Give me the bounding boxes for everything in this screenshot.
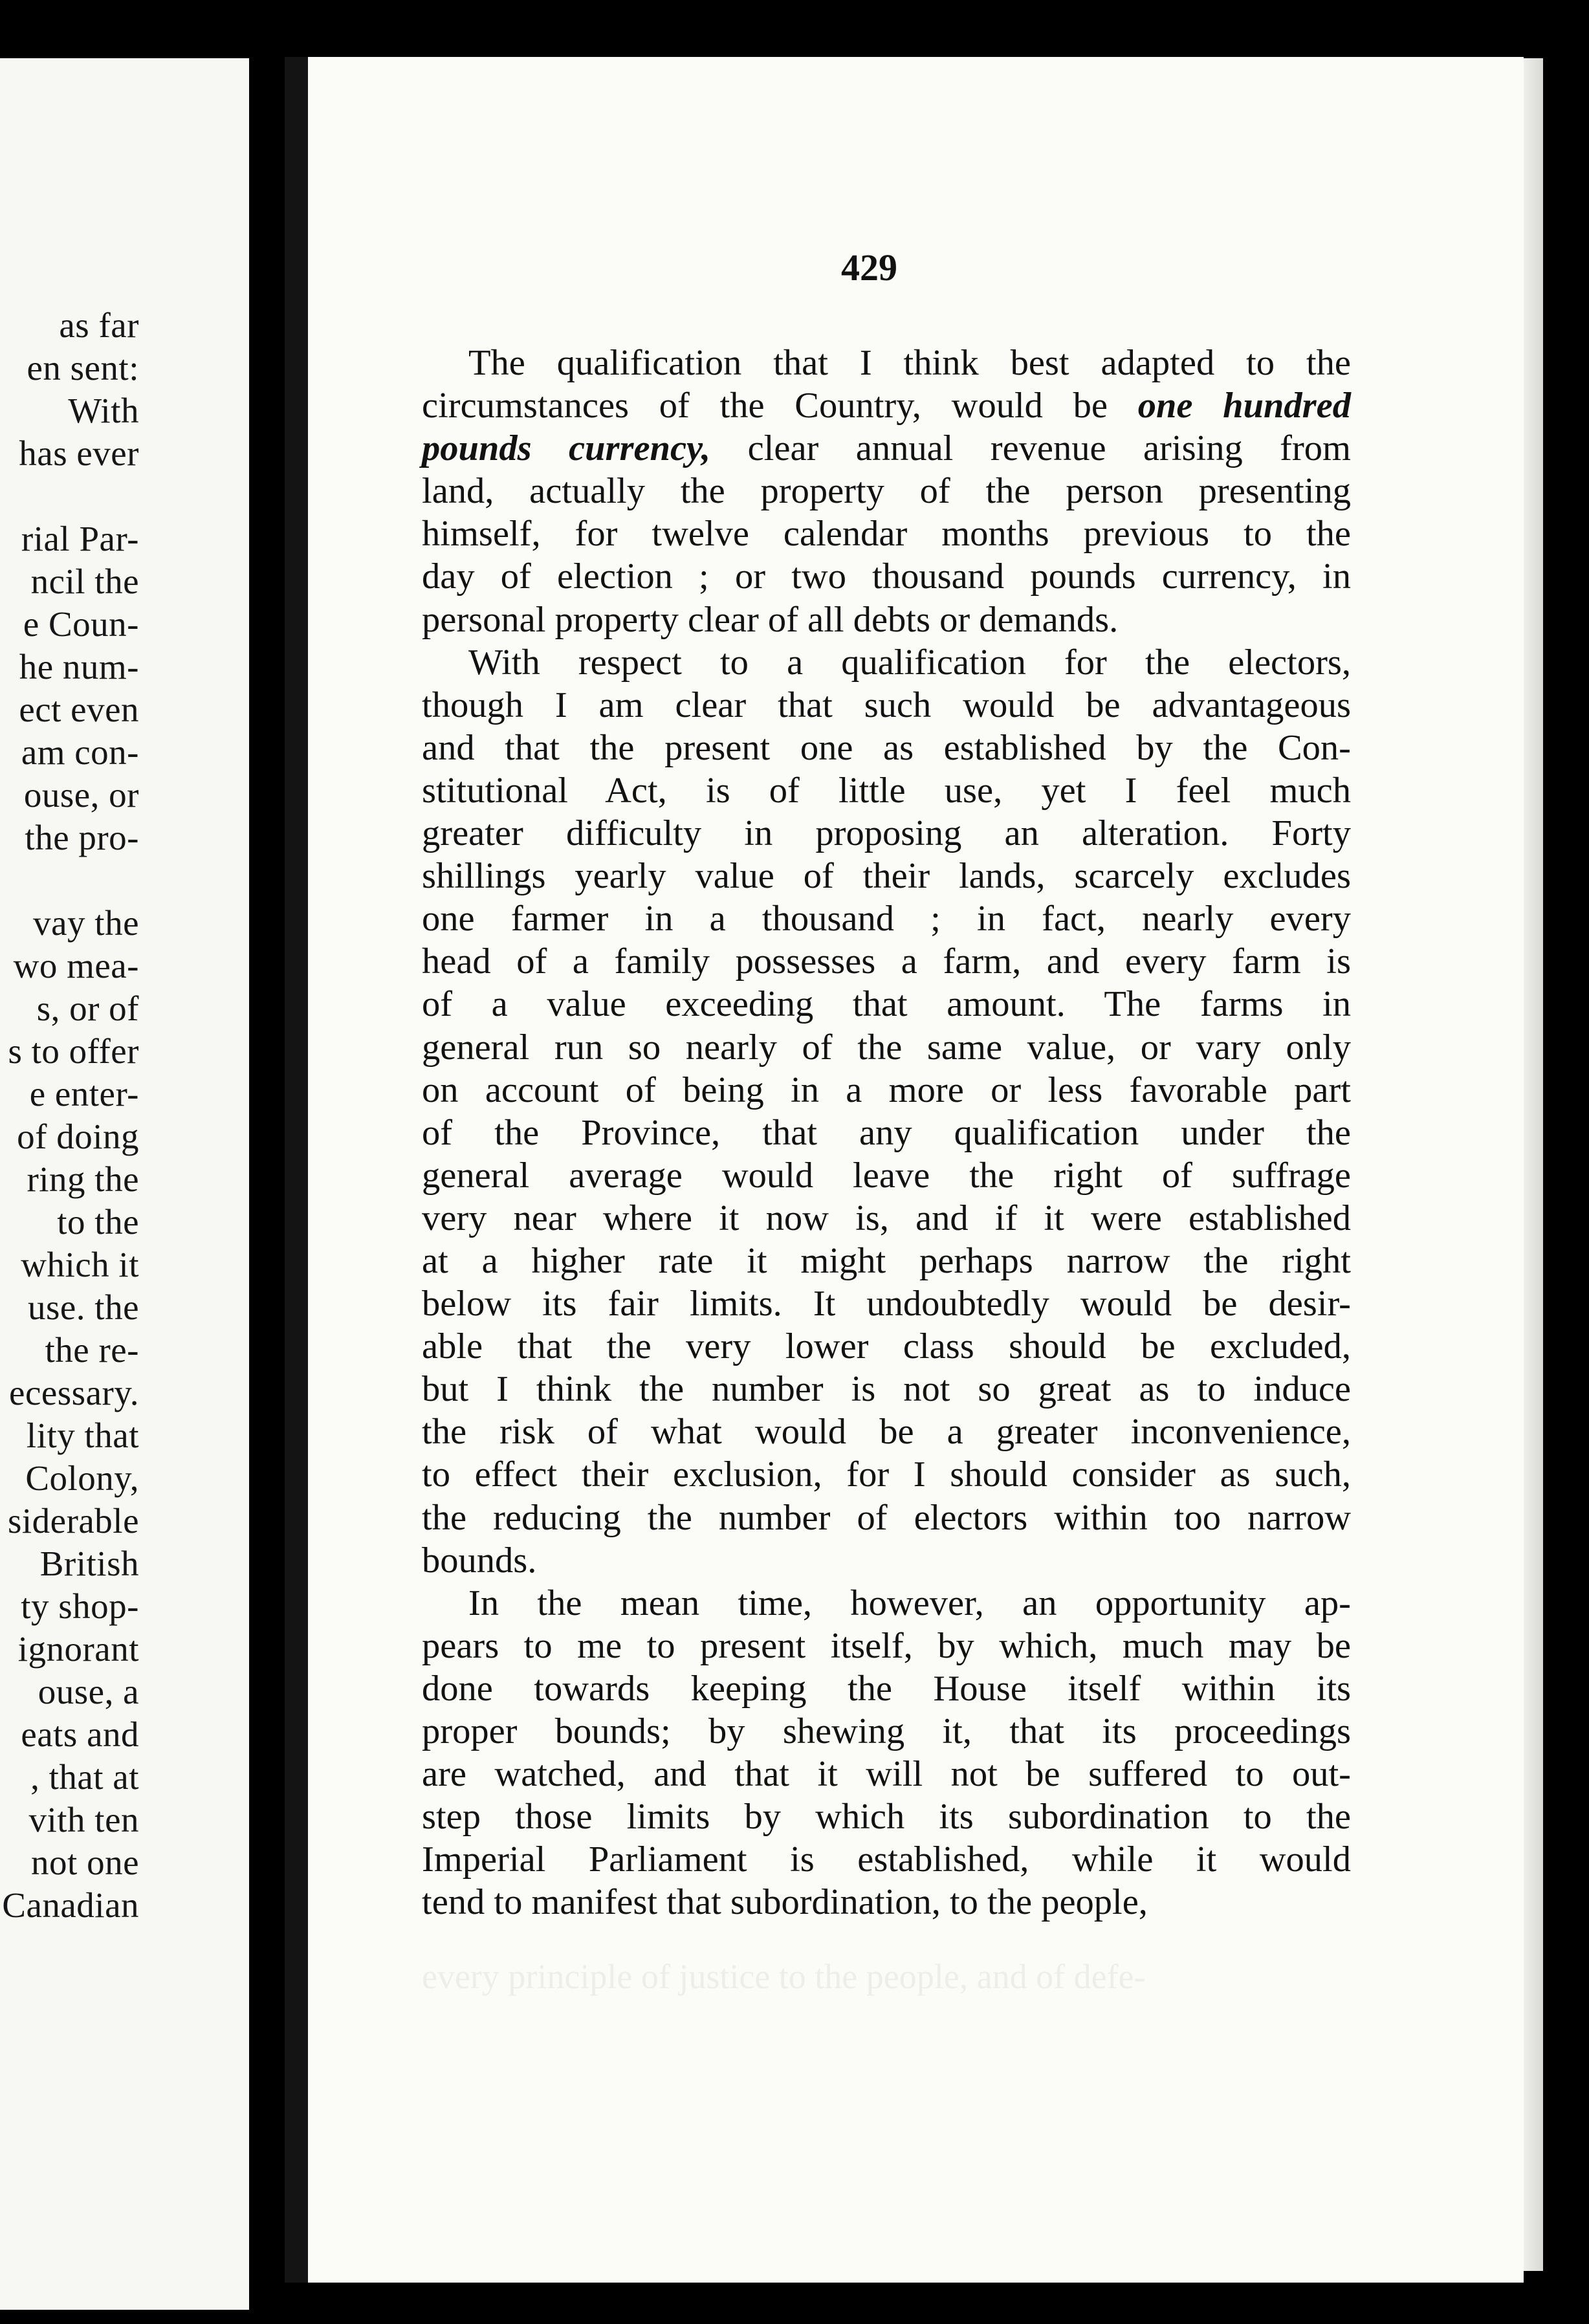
text-line	[422, 1795, 1351, 1838]
text-run: In the mean time, however, an opportunity ap-	[468, 1583, 1351, 1623]
text-line	[422, 1753, 1351, 1795]
text-run: though I am clear that such would be advantageous	[422, 685, 1351, 725]
facing-page-line: ouse, a	[38, 1672, 139, 1711]
facing-page-line: rial Par-	[21, 519, 139, 558]
facing-page-line: of doing	[17, 1117, 139, 1156]
text-line	[422, 1368, 1351, 1410]
text-run: land, actually the property of the person presenting	[422, 471, 1351, 512]
text-run: are watched, and that it will not be suffered to out-	[422, 1754, 1351, 1795]
text-run: below its fair limits. It undoubtedly would be desir-	[422, 1284, 1351, 1324]
facing-page-line: Colony,	[25, 1458, 139, 1498]
text-run: tend to manifest that subordination, to the people,	[422, 1882, 1148, 1923]
text-run: stitutional Act, is of little use, yet I feel much	[422, 770, 1351, 811]
facing-page-line: the pro-	[25, 818, 139, 857]
text-line	[422, 1710, 1351, 1753]
text-line	[422, 812, 1351, 855]
facing-page-line: ty shop-	[21, 1586, 139, 1626]
italic-text-run: one hundred	[1137, 386, 1351, 426]
text-line	[422, 1410, 1351, 1453]
text-run: himself, for twelve calendar months previous to the	[422, 514, 1351, 554]
facing-page-line: With	[68, 391, 139, 430]
text-line	[422, 427, 1351, 470]
facing-page-line: ecessary.	[9, 1373, 139, 1412]
page-number: 429	[841, 247, 897, 289]
text-line	[422, 384, 1351, 427]
facing-page-line: vith ten	[28, 1800, 139, 1839]
text-run: general average would leave the right of suffrage	[422, 1155, 1351, 1196]
text-run: able that the very lower class should be excluded,	[422, 1326, 1351, 1367]
text-run: the reducing the number of electors within too narrow	[422, 1497, 1351, 1538]
facing-page-line: s to offer	[8, 1031, 139, 1071]
text-run: the risk of what would be a greater inconvenience,	[422, 1412, 1351, 1453]
text-run: on account of being in a more or less favorable part	[422, 1069, 1351, 1110]
facing-page-line: ouse, or	[23, 775, 139, 815]
facing-page-line: s, or of	[36, 989, 139, 1028]
text-run: general run so nearly of the same value, or vary only	[422, 1027, 1351, 1068]
text-run: done towards keeping the House itself within its	[422, 1668, 1351, 1709]
gutter-shadow	[285, 57, 308, 2283]
text-line	[422, 1197, 1351, 1240]
text-run: clear annual revenue arising from	[710, 428, 1352, 469]
text-line	[422, 1282, 1351, 1325]
text-run: one farmer in a thousand ; in fact, nearly every	[422, 899, 1351, 939]
text-run: very near where it now is, and if it were established	[422, 1198, 1351, 1238]
text-line	[422, 598, 1351, 641]
text-line	[422, 1496, 1351, 1539]
text-run: of the Province, that any qualification under the	[422, 1112, 1351, 1153]
paragraph	[422, 641, 1351, 1582]
bleed-through-line: every principle of justice to the people, and of defe-	[422, 1957, 1146, 1996]
text-line	[422, 684, 1351, 727]
facing-page-line: en sent:	[27, 348, 139, 388]
text-run: Imperial Parliament is established, while it would	[422, 1839, 1351, 1880]
facing-page-line: the re-	[45, 1330, 139, 1370]
text-run: shillings yearly value of their lands, scarcely excludes	[422, 856, 1351, 897]
paragraph	[422, 342, 1351, 641]
text-run: but I think the number is not so great as to induce	[422, 1369, 1351, 1410]
text-line	[422, 1112, 1351, 1154]
italic-text-run: pounds currency,	[422, 428, 711, 469]
facing-page-line: British	[39, 1544, 139, 1583]
text-line	[422, 940, 1351, 983]
text-line	[422, 1240, 1351, 1282]
facing-page-text	[0, 58, 139, 2310]
text-line	[422, 897, 1351, 940]
text-line	[422, 1838, 1351, 1881]
facing-page-line: to the	[57, 1202, 139, 1242]
text-line	[422, 769, 1351, 812]
text-run: head of a family possesses a farm, and every farm is	[422, 941, 1351, 982]
text-line	[422, 1154, 1351, 1197]
text-line	[422, 983, 1351, 1025]
text-line	[422, 1625, 1351, 1667]
facing-page-line: which it	[21, 1245, 139, 1284]
text-line	[422, 727, 1351, 769]
text-run: day of election ; or two thousand pounds currency, in	[422, 556, 1351, 597]
text-line	[422, 641, 1351, 684]
facing-page-line: vay the	[33, 903, 139, 943]
facing-page-line: ncil the	[30, 562, 139, 601]
page-edge	[1524, 58, 1543, 2271]
text-line	[422, 1582, 1351, 1625]
text-line	[422, 1667, 1351, 1710]
facing-page-line: ect even	[19, 690, 139, 729]
body-text	[422, 342, 1351, 1924]
text-line	[422, 1539, 1351, 1582]
facing-page-line: lity that	[26, 1416, 139, 1455]
facing-page-line: siderable	[7, 1501, 139, 1540]
text-run: personal property clear of all debts or demands.	[422, 599, 1119, 640]
facing-page	[0, 58, 249, 2310]
text-run: step those limits by which its subordination to the	[422, 1797, 1351, 1837]
text-line	[422, 470, 1351, 512]
text-line	[422, 342, 1351, 384]
facing-page-line: ignorant	[17, 1629, 139, 1669]
facing-page-line: as far	[59, 305, 139, 345]
text-line	[422, 1881, 1351, 1924]
text-run: to effect their exclusion, for I should consider as such,	[422, 1454, 1351, 1495]
text-run: and that the present one as established by the Con-	[422, 727, 1351, 768]
text-run: With respect to a qualification for the electors,	[468, 642, 1351, 683]
text-run: bounds.	[422, 1540, 537, 1581]
facing-page-line: wo mea-	[13, 946, 139, 985]
text-run: pears to me to present itself, by which, much may be	[422, 1625, 1351, 1666]
text-line	[422, 1069, 1351, 1112]
text-run: greater difficulty in proposing an alteration. Forty	[422, 813, 1351, 854]
text-line	[422, 855, 1351, 897]
facing-page-line: Canadian	[2, 1885, 139, 1925]
facing-page-line: he num-	[19, 647, 139, 686]
text-line	[422, 1453, 1351, 1496]
facing-page-line: has ever	[19, 433, 139, 473]
facing-page-line: , that at	[30, 1757, 139, 1797]
text-run: circumstances of the Country, would be	[422, 386, 1138, 426]
text-run: of a value exceeding that amount. The farms in	[422, 984, 1351, 1025]
text-line	[422, 512, 1351, 555]
paragraph	[422, 1582, 1351, 1924]
text-run: The qualification that I think best adapted to the	[468, 343, 1351, 383]
facing-page-line: e enter-	[29, 1074, 139, 1113]
facing-page-line: am con-	[21, 732, 139, 772]
facing-page-line: not one	[31, 1843, 139, 1882]
text-run: proper bounds; by shewing it, that its proceedings	[422, 1711, 1351, 1751]
facing-page-line: ring the	[27, 1159, 139, 1199]
text-run: at a higher rate it might perhaps narrow the right	[422, 1240, 1351, 1281]
text-line	[422, 1325, 1351, 1368]
text-line	[422, 1026, 1351, 1069]
facing-page-line: eats and	[21, 1715, 139, 1754]
facing-page-line: e Coun-	[23, 604, 139, 644]
facing-page-line: use. the	[27, 1288, 139, 1327]
text-line	[422, 555, 1351, 598]
